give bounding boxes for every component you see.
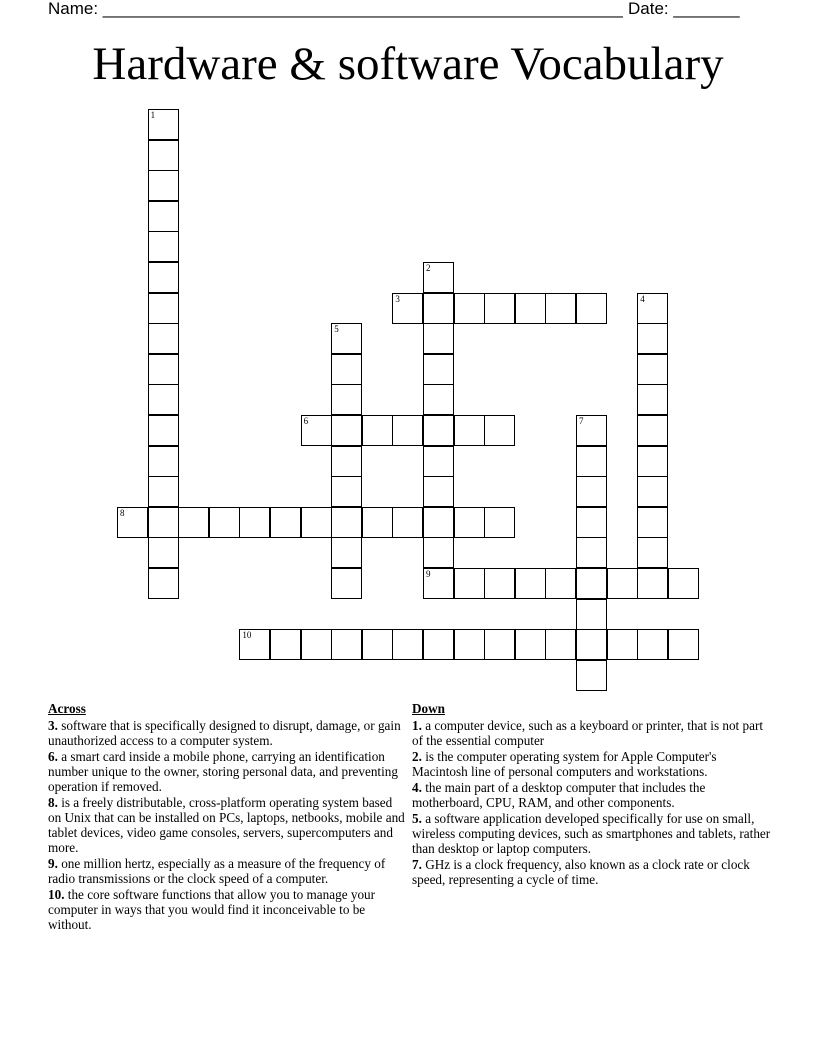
clue-item-number: 2.	[412, 749, 422, 764]
clue-item-text: is a freely distributable, cross-platform operating system based on Unix that can be installed on PCs, laptops, netbooks, mobile and tablet devices, video game consoles, servers, supercomputers and more.	[48, 795, 405, 855]
grid-cell[interactable]	[148, 354, 179, 385]
clue-item-text: GHz is a clock frequency, also known as a clock rate or clock speed, representing a cycle of time.	[412, 857, 750, 887]
grid-cell[interactable]	[148, 201, 179, 232]
clue-item-number: 9.	[48, 856, 58, 871]
grid-cell[interactable]	[392, 507, 423, 538]
clue-number: 10	[242, 630, 252, 641]
clue-item	[48, 887, 408, 932]
clue-item-text: a software application developed specifically for use on small, wireless computing devices, such as smartphones and tablets, rather than desktop or laptop computers.	[412, 811, 771, 856]
grid-cell[interactable]	[392, 415, 423, 446]
clue-number: 6	[303, 416, 309, 426]
grid-cell[interactable]	[576, 507, 607, 538]
grid-cell[interactable]	[239, 507, 270, 538]
clue-item-text: is the computer operating system for Apple Computer's Macintosh line of personal computers and workstations.	[412, 749, 717, 779]
clue-item-number: 10.	[48, 887, 65, 902]
grid-cell[interactable]	[637, 629, 668, 660]
clue-item	[48, 795, 408, 855]
grid-cell[interactable]	[668, 568, 699, 599]
grid-cell[interactable]	[148, 476, 179, 507]
grid-cell[interactable]	[423, 262, 454, 293]
across-heading: Across	[48, 701, 86, 716]
grid-cell[interactable]	[423, 293, 454, 324]
grid-cell[interactable]	[484, 415, 515, 446]
down-clue-list	[412, 718, 774, 887]
grid-cell[interactable]	[331, 446, 362, 477]
grid-cell[interactable]	[423, 629, 454, 660]
name-field[interactable]: Name: _______________________________________________________	[48, 0, 623, 18]
grid-cell[interactable]	[331, 354, 362, 385]
clue-number: 7	[579, 416, 584, 426]
grid-cell[interactable]	[576, 293, 607, 324]
grid-cell[interactable]	[637, 476, 668, 507]
clue-item-number: 8.	[48, 795, 58, 810]
clue-item-text: the core software functions that allow you to manage your computer in ways that you would find it inconceivable to be without.	[48, 887, 376, 932]
clue-item-number: 5.	[412, 811, 422, 826]
clue-item	[412, 780, 774, 810]
grid-cell[interactable]	[148, 537, 179, 568]
grid-cell[interactable]	[239, 629, 270, 660]
grid-cell[interactable]	[362, 629, 393, 660]
across-clues	[48, 701, 408, 933]
date-field[interactable]: Date: _______	[628, 0, 740, 18]
grid-cell[interactable]	[148, 262, 179, 293]
grid-cell[interactable]	[148, 323, 179, 354]
clue-item-number: 7.	[412, 857, 422, 872]
grid-cell[interactable]	[454, 507, 485, 538]
clue-number: 1	[150, 110, 156, 120]
grid-cell[interactable]	[637, 537, 668, 568]
clue-item	[412, 811, 774, 856]
clue-item-text: the main part of a desktop computer that includes the motherboard, CPU, RAM, and other components.	[412, 780, 706, 810]
grid-cell[interactable]	[484, 507, 515, 538]
grid-cell[interactable]	[637, 323, 668, 354]
grid-cell[interactable]	[301, 415, 332, 446]
clue-item	[48, 718, 408, 748]
grid-cell[interactable]	[423, 384, 454, 415]
grid-cell[interactable]	[423, 507, 454, 538]
down-clues	[412, 701, 774, 888]
grid-cell[interactable]	[454, 415, 485, 446]
clue-item	[412, 749, 774, 779]
grid-cell[interactable]	[148, 170, 179, 201]
grid-cell[interactable]	[423, 446, 454, 477]
grid-cell[interactable]	[454, 568, 485, 599]
grid-cell[interactable]	[331, 568, 362, 599]
grid-cell[interactable]	[148, 446, 179, 477]
grid-cell[interactable]	[545, 568, 576, 599]
grid-cell[interactable]	[117, 507, 148, 538]
grid-cell[interactable]	[270, 507, 301, 538]
clue-number: 3	[395, 293, 400, 304]
clue-item	[412, 857, 774, 887]
grid-cell[interactable]	[148, 140, 179, 171]
clue-item-number: 4.	[412, 780, 422, 795]
clue-number: 2	[426, 263, 431, 273]
clue-number: 8	[120, 507, 125, 518]
grid-cell[interactable]	[637, 384, 668, 415]
grid-cell[interactable]	[423, 476, 454, 507]
grid-cell[interactable]	[454, 629, 485, 660]
grid-cell[interactable]	[484, 568, 515, 599]
grid-cell[interactable]	[515, 568, 546, 599]
grid-cell[interactable]	[576, 476, 607, 507]
clue-number: 9	[426, 569, 431, 579]
grid-cell[interactable]	[637, 507, 668, 538]
clue-item-text: software that is specifically designed to disrupt, damage, or gain unauthorized access to a computer system.	[48, 718, 401, 748]
grid-cell[interactable]	[392, 629, 423, 660]
clue-item	[48, 856, 408, 886]
grid-cell[interactable]	[637, 354, 668, 385]
grid-cell[interactable]	[148, 293, 179, 324]
clue-item	[48, 749, 408, 794]
grid-cell[interactable]	[270, 629, 301, 660]
grid-cell[interactable]	[515, 629, 546, 660]
clue-item-text: one million hertz, especially as a measure of the frequency of radio transmissions or the clock speed of a computer.	[48, 856, 386, 886]
grid-cell[interactable]	[301, 507, 332, 538]
grid-cell[interactable]	[668, 629, 699, 660]
clue-item-number: 6.	[48, 749, 58, 764]
grid-cell[interactable]	[148, 507, 179, 538]
grid-cell[interactable]	[576, 599, 607, 630]
page-title: Hardware & software Vocabulary	[92, 38, 724, 90]
grid-cell[interactable]	[637, 446, 668, 477]
grid-cell[interactable]	[148, 109, 179, 140]
grid-cell[interactable]	[301, 629, 332, 660]
grid-cell[interactable]	[331, 629, 362, 660]
grid-cell[interactable]	[607, 629, 638, 660]
clue-item-number: 1.	[412, 718, 422, 733]
clue-item	[412, 718, 774, 748]
grid-cell[interactable]	[637, 293, 668, 324]
clue-number: 5	[334, 324, 339, 335]
grid-cell[interactable]	[576, 629, 607, 660]
grid-cell[interactable]	[576, 660, 607, 691]
grid-cell[interactable]	[331, 415, 362, 446]
grid-cell[interactable]	[148, 384, 179, 415]
grid-cell[interactable]	[576, 568, 607, 599]
grid-cell[interactable]	[545, 293, 576, 324]
grid-cell[interactable]	[637, 568, 668, 599]
grid-cell[interactable]	[362, 507, 393, 538]
grid-cell[interactable]	[454, 293, 485, 324]
grid-cell[interactable]	[484, 629, 515, 660]
grid-cell[interactable]	[545, 629, 576, 660]
clue-item-text: a smart card inside a mobile phone, carrying an identification number unique to the owner, storing personal data, and preventing operation if removed.	[48, 749, 398, 794]
grid-cell[interactable]	[423, 568, 454, 599]
clue-item-text: a computer device, such as a keyboard or printer, that is not part of the essential computer	[412, 718, 764, 748]
grid-cell[interactable]	[331, 323, 362, 354]
grid-cell[interactable]	[148, 415, 179, 446]
grid-cell[interactable]	[331, 537, 362, 568]
grid-cell[interactable]	[331, 384, 362, 415]
grid-cell[interactable]	[392, 293, 423, 324]
grid-cell[interactable]	[576, 415, 607, 446]
grid-cell[interactable]	[148, 231, 179, 262]
grid-cell[interactable]	[331, 476, 362, 507]
across-clue-list	[48, 718, 408, 932]
grid-cell[interactable]	[576, 537, 607, 568]
grid-cell[interactable]	[209, 507, 240, 538]
down-heading: Down	[412, 701, 445, 716]
grid-cell[interactable]	[362, 415, 393, 446]
grid-cell[interactable]	[423, 323, 454, 354]
grid-cell[interactable]	[515, 293, 546, 324]
grid-cell[interactable]	[484, 293, 515, 324]
grid-cell[interactable]	[331, 507, 362, 538]
grid-cell[interactable]	[637, 415, 668, 446]
grid-cell[interactable]	[423, 415, 454, 446]
grid-cell[interactable]	[148, 568, 179, 599]
clue-number: 4	[640, 293, 645, 304]
grid-cell[interactable]	[607, 568, 638, 599]
grid-cell[interactable]	[576, 446, 607, 477]
clue-item-number: 3.	[48, 718, 58, 733]
grid-cell[interactable]	[178, 507, 209, 538]
grid-cell[interactable]	[423, 354, 454, 385]
grid-cell[interactable]	[423, 537, 454, 568]
